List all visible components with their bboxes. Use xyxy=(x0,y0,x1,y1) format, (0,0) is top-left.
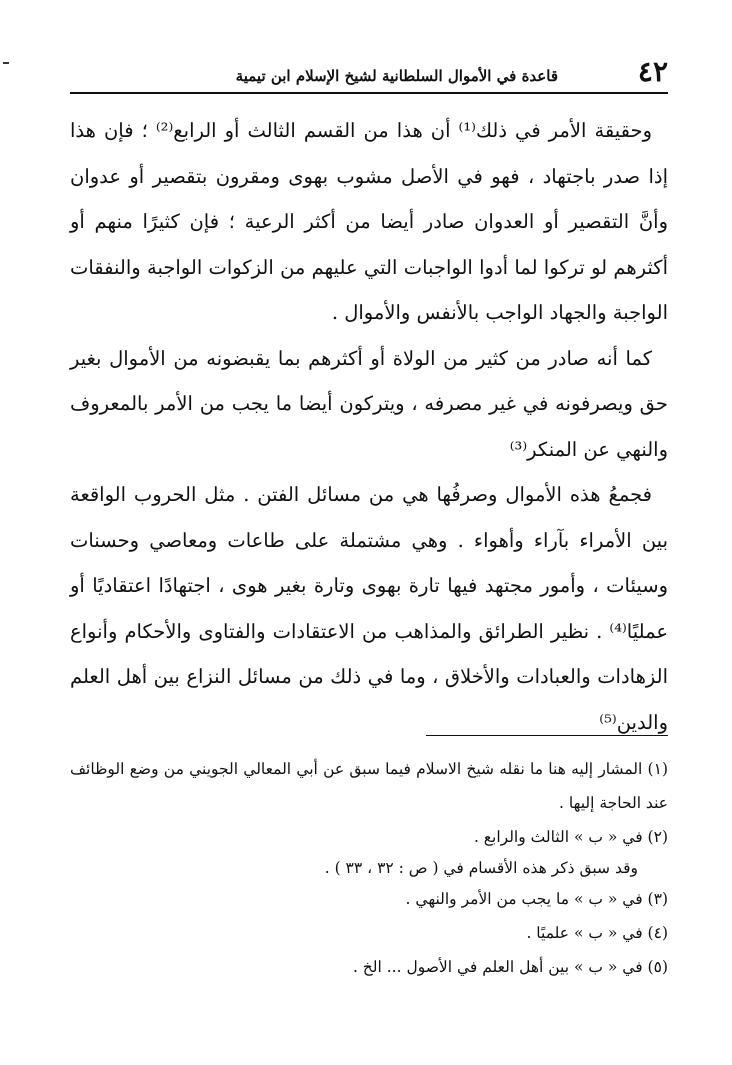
footnote-1: (١) المشار إليه هنا ما نقله شيخ الاسلام فيما سبق عن أبي المعالي الجويني من وضع الوظائف عند الحاجة إليها . xyxy=(70,760,668,812)
paragraph: كما أنه صادر من كثير من الولاة أو أكثرهم بما يقبضونه من الأموال بغير حق ويصرفونه في غير مصرفه ، ويتركون أيضا ما يجب من الأمر بالمعروف والنهي عن المنكر⁽³⁾ xyxy=(70,346,668,461)
footnote-separator xyxy=(426,735,668,736)
footnote-4: (٤) في « ب » علميًا . xyxy=(526,924,668,942)
footnote-2-continuation: وقد سبق ذكر هذه الأقسام في ( ص : ٣٢ ، ٣٣ ) . xyxy=(324,859,638,877)
main-text xyxy=(70,108,668,745)
footnote-5: (٥) في « ب » بين أهل العلم في الأصول ... الخ . xyxy=(352,958,668,976)
header-rule xyxy=(70,92,668,94)
page-header xyxy=(70,54,668,94)
page-number: ٤٢ xyxy=(637,55,668,88)
footnotes xyxy=(70,752,668,984)
footnote-2: (٢) في « ب » الثالث والرابع . xyxy=(473,828,668,846)
footnote-3: (٣) في « ب » ما يجب من الأمر والنهي . xyxy=(405,890,668,908)
paragraph: فجمعُ هذه الأموال وصرفُها هي من مسائل الفتن . مثل الحروب الواقعة بين الأمراء بآراء وأهواء . وهي مشتملة على طاعات ومعاصي وحسنات وسيئات ، وأمور مجتهد فيها تارة بهوى وتارة بغير هوى ، اجتهادًا اعتقاديًا أو عمليًا⁽⁴⁾ . نظير الطرائق والمذاهب من الاعتقادات والفتاوى والأحكام وأنواع الزهادات والعبادات والأخلاق ، وما في ذلك من مسائل النزاع بين أهل العلم والدين⁽⁵⁾ xyxy=(70,483,668,734)
paragraph: وحقيقة الأمر في ذلك⁽¹⁾ أن هذا من القسم الثالث أو الرابع⁽²⁾ ؛ فإن هذا إذا صدر باجتهاد ، فهو في الأصل مشوب بهوى ومقرون بتقصير أو عدوان وأنَّ التقصير أو العدوان صادر أيضا من أكثر الرعية ؛ فإن كثيرًا منهم أو أكثرهم لو تركوا لما أدوا الواجبات التي عليهم من الزكوات الواجبة والنفقات الواجبة والجهاد الواجب بالأنفس والأموال . xyxy=(70,119,668,324)
running-title: قاعدة في الأموال السلطانية لشيخ الإسلام ابن تيمية xyxy=(235,67,558,85)
page-edge-mark xyxy=(3,62,9,64)
